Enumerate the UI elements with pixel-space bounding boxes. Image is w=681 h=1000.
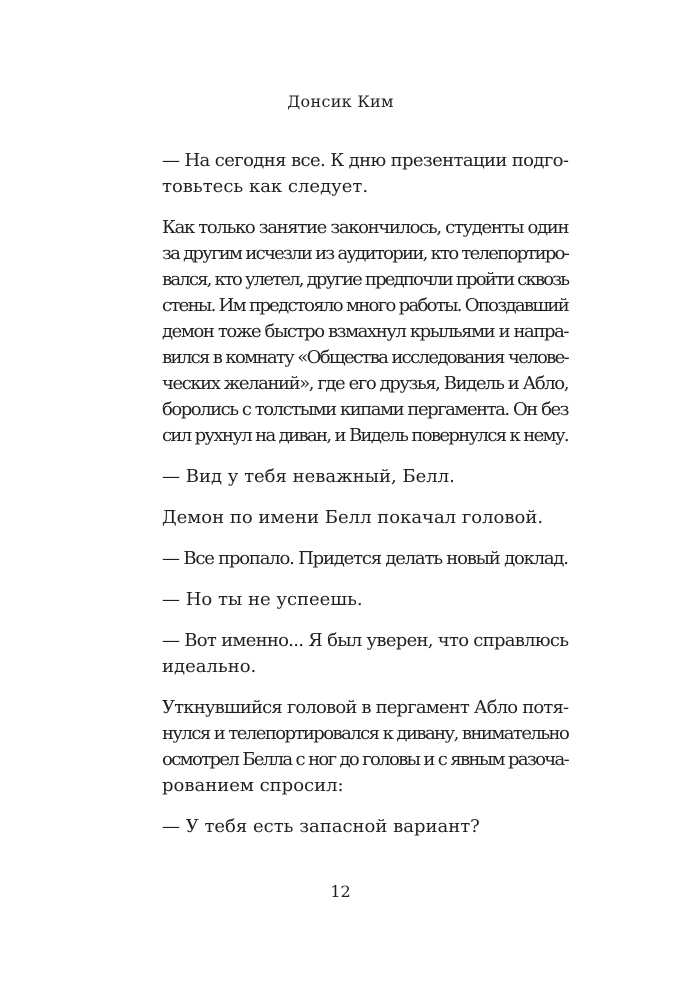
paragraph <box>162 215 568 449</box>
text-line: сил рухнул на диван, и Видель повернулся к нему. <box>162 425 568 446</box>
text-line: нулся и телепортировался к дивану, внимательно <box>162 723 569 744</box>
text-line: — На сегодня все. К дню презентации подго- <box>162 150 569 171</box>
text-line: Как только занятие закончилось, студенты один <box>162 217 569 238</box>
text-line: вался, кто улетел, другие предпочли пройти сквозь <box>162 269 569 290</box>
paragraph <box>162 695 568 799</box>
text-line: демон тоже быстро взмахнул крыльями и напра- <box>162 321 569 342</box>
text-line: ческих желаний», где его друзья, Видель и Абло, <box>162 373 568 394</box>
text-line: Уткнувшийся головой в пергамент Абло потя- <box>162 697 569 718</box>
text-line: — У тебя есть запасной вариант? <box>162 816 480 837</box>
text-line: осмотрел Белла с ног до головы и с явным разоча- <box>162 749 569 770</box>
text-line: вился в комнату «Общества исследования челове- <box>162 347 569 368</box>
text-line: Демон по имени Белл покачал головой. <box>162 507 544 528</box>
paragraph <box>162 587 568 613</box>
text-line: — Вид у тебя неважный, Белл. <box>162 466 455 487</box>
body-text <box>162 148 568 855</box>
paragraph <box>162 148 568 200</box>
text-line: рованием спросил: <box>162 775 344 796</box>
text-line: идеально. <box>162 656 257 677</box>
text-line: — Все пропало. Придется делать новый доклад. <box>162 548 568 569</box>
page-number: 12 <box>330 882 351 901</box>
text-line: за другим исчезли из аудитории, кто телепортиро- <box>162 243 569 264</box>
text-line: — Но ты не успеешь. <box>162 589 363 610</box>
text-line: — Вот именно... Я был уверен, что справлюсь <box>162 630 569 651</box>
paragraph <box>162 628 568 680</box>
paragraph <box>162 464 568 490</box>
text-line: товьтесь как следует. <box>162 176 369 197</box>
paragraph <box>162 546 568 572</box>
paragraph <box>162 505 568 531</box>
running-head: Донсик Ким <box>287 92 394 111</box>
text-line: стены. Им предстояло много работы. Опоздавший <box>162 295 568 316</box>
text-line: боролись с толстыми кипами пергамента. Он без <box>162 399 568 420</box>
paragraph <box>162 814 568 840</box>
